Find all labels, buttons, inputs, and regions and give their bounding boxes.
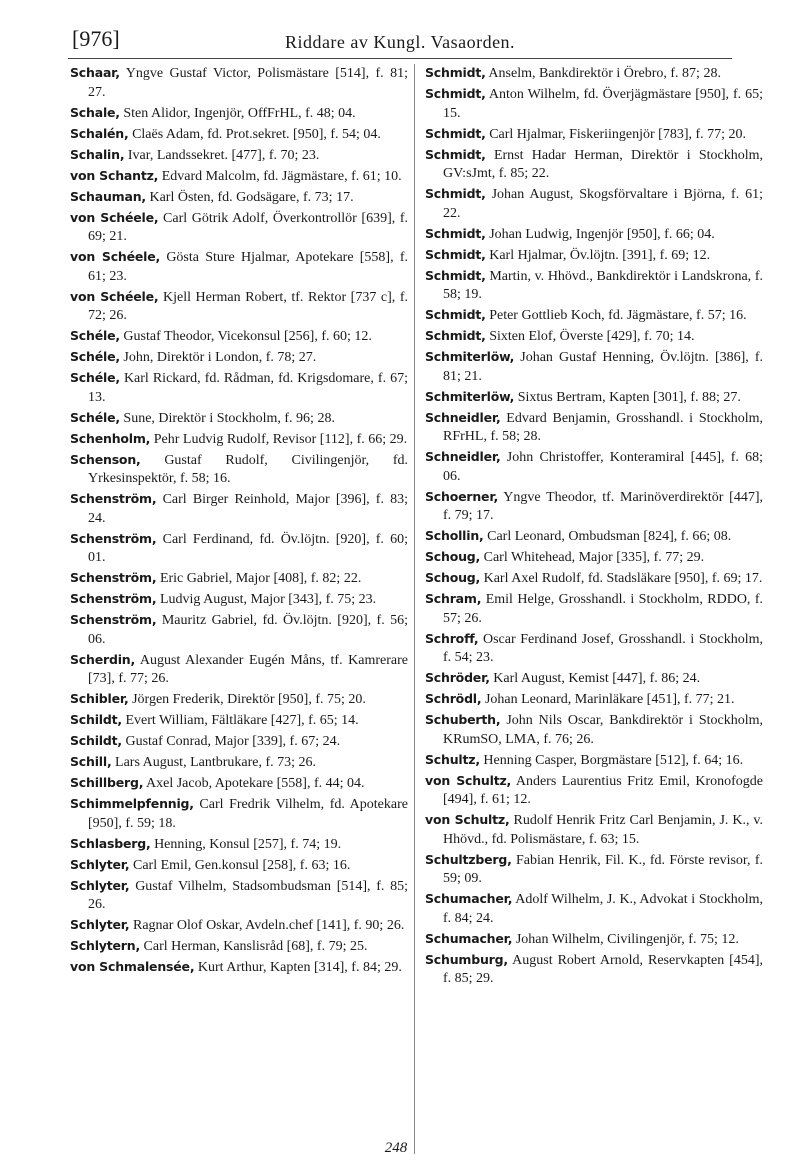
entry-surname: Schenson, [70,451,141,467]
entry-details: Anton Wilhelm, fd. Överjägmästare [950], f. 65; 15. [443,87,763,121]
entry-surname: Schmidt, [425,307,486,322]
entry-surname: Schumacher, [425,891,513,906]
entry-details: Karl Hjalmar, Öv.löjtn. [391], f. 69; 12. [485,247,711,263]
entry-surname: Schenström, [70,612,157,627]
register-entry [70,490,408,528]
entry-details: Ernst Hadar Herman, Direktör i Stockholm, GV:sJmt, f. 85; 22. [443,147,763,181]
register-entry [70,248,408,286]
entry-surname: Schrödl, [425,691,482,706]
entry-surname: Schoerner, [425,488,498,504]
register-entry [425,890,763,928]
register-entry [425,751,763,771]
entry-surname: Schoug, [425,549,481,564]
register-entry [425,267,763,305]
register-entry [425,590,763,628]
register-entry [70,167,408,187]
entry-surname: Schillberg, [70,775,144,790]
entry-surname: Schmidt, [425,267,486,283]
entry-surname: Schneidler, [425,449,501,464]
entry-surname: Schmidt, [425,328,486,343]
entry-details: August Robert Arnold, Reservkapten [454], f. 85; 29. [443,952,763,986]
register-entry [425,146,763,184]
register-entry [425,527,763,547]
entry-details: Fabian Henrik, Fil. K., fd. Förste revisor, f. 59; 09. [443,852,763,886]
entry-surname: Schmidt, [425,225,486,241]
entry-surname: Schultz, [425,751,480,767]
register-entry [425,185,763,223]
entry-details: Johan Leonard, Marinläkare [451], f. 77; 21. [481,692,735,707]
entry-surname: Schéle, [70,349,120,364]
entry-details: August Alexander Eugén Måns, tf. Kamrerare [73], f. 77; 26. [88,652,408,686]
entry-details: Evert William, Fältläkare [427], f. 65; 14. [121,713,359,728]
register-entry [425,306,763,326]
entry-details: Sixtus Bertram, Kapten [301], f. 88; 27. [514,389,741,405]
entry-surname: Schultzberg, [425,851,512,867]
entry-surname: Schmidt, [425,86,486,101]
entry-surname: von Schéele, [70,288,159,304]
entry-details: Sune, Direktör i Stockholm, f. 96; 28. [119,410,335,426]
entry-surname: Schmidt, [425,125,486,141]
register-entry [425,225,763,245]
register-entry [70,958,408,978]
entry-details: Jörgen Frederik, Direktör [950], f. 75; 20. [128,692,366,707]
entry-details: Carl Hjalmar, Fiskeriingenjör [783], f. 77; 20. [485,126,747,142]
register-entry [70,569,408,589]
entry-details: Johan Gustaf Henning, Öv.löjtn. [386], f. 81; 21. [443,350,763,384]
entry-surname: Schenström, [70,491,157,506]
register-entry [425,669,763,689]
entry-details: Carl Whitehead, Major [335], f. 77; 29. [480,550,705,565]
entry-details: Oscar Ferdinand Josef, Grosshandl. i Stockholm, f. 54; 23. [443,631,763,665]
entry-surname: Schlyter, [70,877,130,893]
register-entry [425,548,763,568]
entry-surname: Schenström, [70,591,157,606]
register-entry [70,530,408,568]
entry-details: Adolf Wilhelm, J. K., Advokat i Stockholm, f. 84; 24. [443,892,763,926]
entry-surname: Schibler, [70,691,129,706]
register-entry [70,877,408,915]
entry-details: Ragnar Olof Oskar, Avdeln.chef [141], f. 90; 26. [129,918,405,933]
register-entry [70,104,408,124]
entry-details: Johan August, Skogsförvaltare i Björna, f. 61; 22. [443,187,763,221]
entry-details: Gustaf Vilhelm, Stadsombudsman [514], f. 85; 26. [88,878,408,912]
entry-surname: Schéle, [70,328,120,343]
entry-details: Edvard Malcolm, fd. Jägmästare, f. 61; 10. [158,168,402,184]
entry-details: Anders Laurentius Fritz Emil, Kronofogde [494], f. 61; 12. [443,773,763,807]
register-entry [70,732,408,752]
register-entry [70,711,408,731]
entry-details: Henning, Konsul [257], f. 74; 19. [150,836,342,852]
register-entry [70,856,408,876]
register-entry [70,125,408,145]
register-entry [425,851,763,889]
entry-surname: Schmidt, [425,146,486,162]
register-entry [425,711,763,749]
entry-details: Johan Wilhelm, Civilingenjör, f. 75; 12. [512,931,739,947]
register-entry [425,64,763,84]
entry-surname: von Schéele, [70,209,159,225]
entry-surname: Schroff, [425,630,479,646]
entry-surname: Schmiterlöw, [425,388,515,404]
entry-surname: Schoug, [425,570,481,585]
entry-surname: Schéle, [70,370,120,385]
entry-details: Carl Herman, Kanslisråd [68], f. 79; 25. [140,939,368,954]
register-entry [70,651,408,689]
entry-details: Gustaf Theodor, Vicekonsul [256], f. 60; 12. [119,329,372,344]
entry-details: Peter Gottlieb Koch, fd. Jägmästare, f. 57; 16. [485,308,747,323]
entry-surname: Schuberth, [425,712,501,727]
entry-details: Kjell Herman Robert, tf. Rektor [737 c], f. 72; 26. [88,289,408,323]
register-entry [70,369,408,407]
entry-details: Edvard Benjamin, Grosshandl. i Stockholm, RFrHL, f. 58; 28. [443,410,763,444]
entry-details: Carl Birger Reinhold, Major [396], f. 83; 24. [88,492,408,526]
register-entry [425,327,763,347]
entry-surname: Schale, [70,104,120,120]
register-entry [70,590,408,610]
register-entry [425,125,763,145]
entry-surname: Schlasberg, [70,835,151,851]
page-header [72,26,728,56]
entry-details: Gustaf Conrad, Major [339], f. 67; 24. [121,734,341,749]
register-entry [70,188,408,208]
entry-details: Carl Fredrik Vilhelm, fd. Apotekare [950], f. 59; 18. [88,797,408,831]
page-title: Riddare av Kungl. Vasaorden. [284,32,516,52]
entry-surname: Schlyter, [70,856,130,872]
entry-details: Axel Jacob, Apotekare [558], f. 44; 04. [143,776,365,791]
register-entry [425,951,763,989]
register-entry [425,409,763,447]
entry-details: Henning Casper, Borgmästare [512], f. 64; 16. [479,752,744,768]
register-entry [425,388,763,408]
register-entry [70,430,408,450]
entry-details: John Nils Oscar, Bankdirektör i Stockholm, KRumSO, LMA, f. 76; 26. [443,713,763,747]
page-folio: 248 [384,1140,408,1156]
entry-surname: Scherdin, [70,651,136,667]
entry-details: Emil Helge, Grosshandl. i Stockholm, RDDO, f. 57; 26. [443,592,763,626]
entry-surname: Schumacher, [425,930,513,946]
register-entry [425,448,763,486]
entry-details: Karl Rickard, fd. Rådman, fd. Krigsdomare, f. 67; 13. [88,371,408,405]
register-entry [425,690,763,710]
entry-surname: Schmidt, [425,246,486,262]
entry-details: Sten Alidor, Ingenjör, OffFrHL, f. 48; 04. [119,105,356,121]
register-entry [425,246,763,266]
register-entry [425,811,763,849]
entry-surname: Schenström, [70,530,157,546]
header-rule [68,58,732,59]
entry-surname: von Schmalensée, [70,959,195,974]
register-entry [70,690,408,710]
entry-surname: Schröder, [425,670,490,685]
entry-surname: Schalén, [70,125,129,141]
entry-surname: Schaar, [70,65,120,80]
entry-details: Karl Östen, fd. Godsägare, f. 73; 17. [145,189,354,205]
entry-details: Pehr Ludvig Rudolf, Revisor [112], f. 66; 29. [150,431,408,447]
entry-surname: Schildt, [70,733,122,748]
entry-details: Carl Emil, Gen.konsul [258], f. 63; 16. [129,857,351,873]
register-entry [70,209,408,247]
register-entry [70,146,408,166]
entry-surname: Schneidler, [425,409,501,425]
entry-details: Kurt Arthur, Kapten [314], f. 84; 29. [194,960,402,975]
register-entry [425,569,763,589]
register-entry [70,835,408,855]
entry-surname: Schlyter, [70,917,130,932]
entry-details: Yngve Gustaf Victor, Polismästare [514], f. 81; 27. [88,66,408,100]
entry-details: Carl Ferdinand, fd. Öv.löjtn. [920], f. 60; 01. [88,531,408,565]
entry-details: Karl Axel Rudolf, fd. Stadsläkare [950], f. 69; 17. [480,571,763,586]
entry-details: Gösta Sture Hjalmar, Apotekare [558], f. 61; 23. [88,250,408,284]
entry-surname: Schollin, [425,528,484,543]
entry-surname: Schalin, [70,146,125,162]
left-column [70,64,408,979]
entry-details: Sixten Elof, Överste [429], f. 70; 14. [485,329,695,344]
right-column [425,64,763,990]
register-entry [425,85,763,123]
entry-surname: Schildt, [70,712,122,727]
entry-surname: von Schéele, [70,249,161,264]
register-entry [70,327,408,347]
register-entry [70,916,408,936]
register-entry [70,795,408,833]
entry-details: Mauritz Gabriel, fd. Öv.löjtn. [920], f. 56; 06. [88,613,408,647]
entry-details: Carl Leonard, Ombudsman [824], f. 66; 08. [483,529,732,544]
register-entry [70,409,408,429]
entry-details: Ludvig August, Major [343], f. 75; 23. [156,592,377,607]
register-entry [425,348,763,386]
entry-details: Johan Ludwig, Ingenjör [950], f. 66; 04. [485,226,715,242]
entry-details: Claës Adam, fd. Prot.sekret. [950], f. 54; 04. [128,126,381,142]
entry-surname: Schram, [425,591,482,606]
register-entry [70,774,408,794]
entry-surname: Schlytern, [70,938,141,953]
entry-details: Lars August, Lantbrukare, f. 73; 26. [111,755,317,770]
entry-surname: Schmidt, [425,186,486,201]
entry-details: John Christoffer, Konteramiral [445], f. 68; 06. [443,450,763,484]
entry-surname: Schéle, [70,409,120,425]
entry-surname: Schauman, [70,188,146,204]
entry-surname: Schumburg, [425,951,508,967]
entry-details: John, Direktör i London, f. 78; 27. [119,350,317,365]
register-entry [70,753,408,773]
entry-surname: Schenström, [70,570,157,585]
register-entry [70,451,408,489]
entry-details: Yngve Theodor, tf. Marinöverdirektör [447], f. 79; 17. [443,489,763,523]
entry-details: Rudolf Henrik Fritz Carl Benjamin, J. K., v. Hhövd., fd. Polismästare, f. 63; 15. [443,813,763,847]
register-entry [70,348,408,368]
entry-details: Karl August, Kemist [447], f. 86; 24. [489,671,701,686]
entry-surname: von Schultz, [425,772,512,788]
entry-surname: Schmiterlöw, [425,349,515,364]
entry-details: Carl Götrik Adolf, Överkontrollör [639], f. 69; 21. [88,210,408,244]
register-entry [425,488,763,526]
entry-surname: von Schultz, [425,812,510,827]
register-entry [425,772,763,810]
entry-details: Gustaf Rudolf, Civilingenjör, fd. Yrkesinspektör, f. 58; 16. [88,452,408,486]
entry-surname: Schill, [70,754,112,769]
register-entry [425,630,763,668]
register-entry [70,937,408,957]
page-number: [976] [72,26,120,51]
column-divider [414,64,415,1154]
register-entry [425,930,763,950]
register-entry [70,64,408,102]
entry-details: Eric Gabriel, Major [408], f. 82; 22. [156,571,362,586]
entry-details: Anselm, Bankdirektör i Örebro, f. 87; 28. [485,66,721,81]
entry-surname: von Schantz, [70,167,159,183]
entry-surname: Schmidt, [425,65,486,80]
register-entry [70,288,408,326]
register-entry [70,611,408,649]
entry-surname: Schimmelpfennig, [70,796,194,811]
entry-details: Ivar, Landssekret. [477], f. 70; 23. [124,147,320,163]
entry-details: Martin, v. Hhövd., Bankdirektör i Landskrona, f. 58; 19. [443,268,763,302]
entry-surname: Schenholm, [70,430,151,446]
